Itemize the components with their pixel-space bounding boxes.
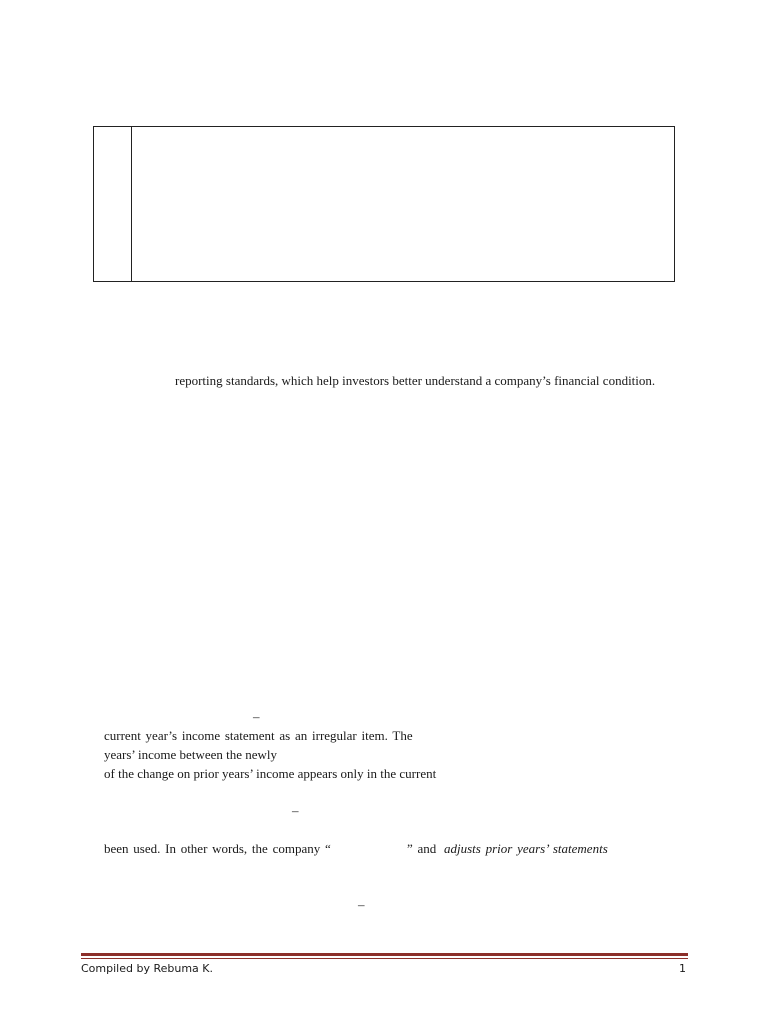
footer-page-number: 1: [679, 962, 686, 975]
footer-divider: [81, 953, 688, 959]
paragraph-line-years-income: years’ income between the newly: [104, 747, 278, 762]
paragraph-line-been-used-part-a: been used. In other words, the company “: [104, 841, 331, 856]
en-dash-3: –: [358, 897, 365, 912]
footer-divider-thick: [81, 953, 688, 956]
paragraph-line-adjusts-prior-years: adjusts prior years’ statements: [444, 841, 608, 856]
paragraph-line-been-used-part-b: ” and: [407, 841, 437, 856]
en-dash-1: –: [253, 709, 260, 724]
table-narrow-column: [94, 127, 132, 281]
paragraph-line-current-year: current year’s income statement as an irregular item. The: [104, 728, 413, 743]
paragraph-line-reporting-standards: reporting standards, which help investors better understand a company’s financial condition.: [175, 373, 656, 388]
footer-divider-thin: [81, 958, 688, 959]
paragraph-line-change-on-prior: of the change on prior years’ income appears only in the current: [104, 766, 437, 781]
footer-compiled-by: Compiled by Rebuma K.: [81, 962, 213, 975]
en-dash-2: –: [292, 803, 299, 818]
empty-bordered-table: [93, 126, 675, 282]
table-wide-column: [132, 127, 674, 281]
